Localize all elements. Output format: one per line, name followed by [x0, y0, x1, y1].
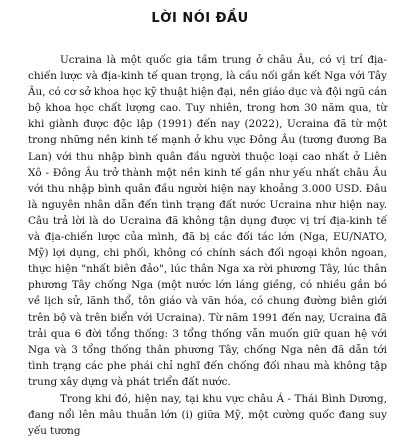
document-body [28, 52, 387, 439]
document-heading: LỜI NÓI ĐẦU [151, 11, 249, 26]
paragraph-2: Trong khi đó, hiện nay, tại khu vực châu Á - Thái Bình Dương, đang nổi lên mâu thuẫn lớn (i) giữa Mỹ, một cường quốc đang suy yếu tương [28, 392, 387, 438]
paragraph-1: Ucraina là một quốc gia tầm trung ở châu Âu, có vị trí địa-chiến lược và địa-kinh tế quan trọng, là cầu nối gắn kết Nga với Tây Âu, có cơ sở khoa học kỹ thuật hiện đại, nền giáo dục và đội ngũ cán bộ khoa học chất lượng cao. Tuy nhiên, trong hơn 30 năm qua, từ khi giành được độc lập (1991) đến nay (2022), Ucraina đã từ một trong những nền kinh tế mạnh ở khu vực Đông Âu (tương đương Ba Lan) với thu nhập bình quân đầu người thuộc loại cao nhất ở Liên Xô - Đông Âu trở thành một nền kinh tế gần như yếu nhất châu Âu với thu nhập bình quân đầu người hiện nay khoảng 3.000 USD. Đâu là nguyên nhân dẫn đến tình trạng đất nước Ucraina như hiện nay. Câu trả lời là do Ucraina đã không tận dụng được vị trí địa-kinh tế và địa-chiến lược của mình, đã bị các đối tác lớn (Nga, EU/NATO, Mỹ) lợi dụng, chi phối, không có chính sách đối ngoại khôn ngoan, thực hiện "nhất biên đảo", lúc thân Nga xa rời phương Tây, lúc thân phương Tây chống Nga (một nước lớn láng giềng, có nhiều gắn bó về lịch sử, lãnh thổ, tôn giáo và văn hóa, có chung đường biên giới trên bộ và trên biển với Ucraina). Từ năm 1991 đến nay, Ucraina đã trải qua 6 đời tổng thống: 3 tổng thống vẫn muốn giữ quan hệ với Nga và 3 tổng thống thân phương Tây, chống Nga nên đã dẫn tới tình trạng các phe phái chỉ nghĩ đến chống đối nhau mà không tập trung xây dựng và phát triển đất nước. [28, 54, 387, 388]
